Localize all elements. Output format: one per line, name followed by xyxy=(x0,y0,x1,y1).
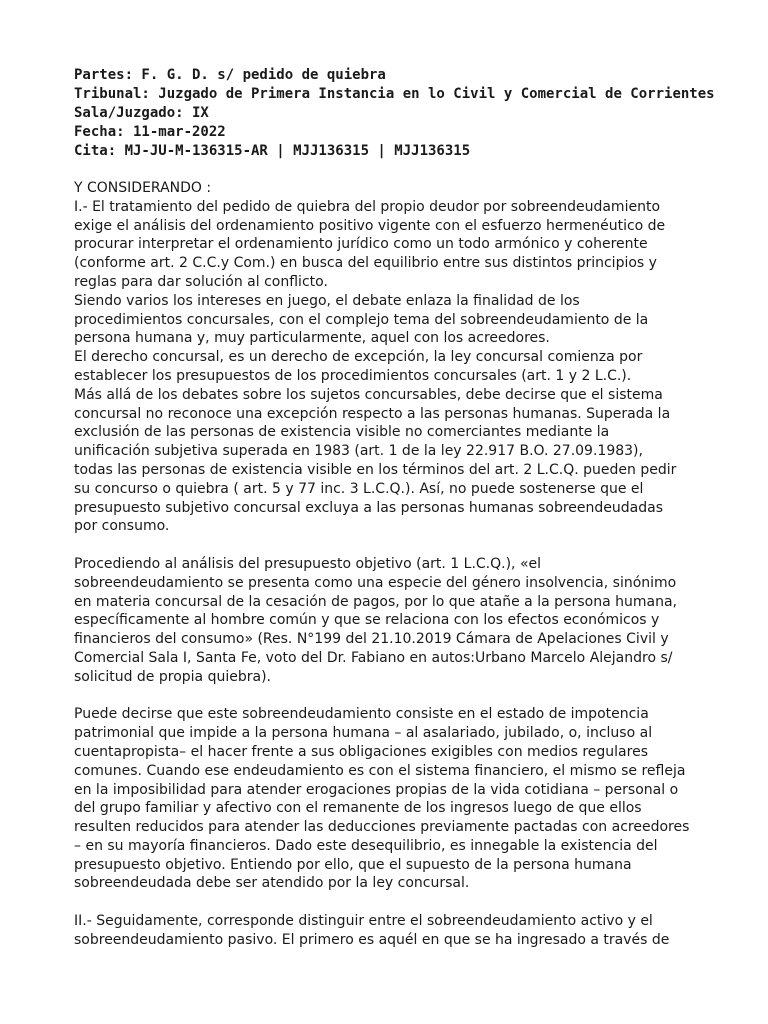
document-page xyxy=(74,66,715,950)
text-line: Siendo varios los intereses en juego, el debate enlaza la finalidad de los xyxy=(74,292,580,309)
text-line: resulten reducidos para atender las deducciones previamente pactadas con acreedores xyxy=(74,819,690,836)
text-line: del grupo familiar y afectivo con el remanente de los ingresos luego de que ellos xyxy=(74,800,642,817)
text-line: sobreendeudamiento se presenta como una especie del género insolvencia, sinónimo xyxy=(74,574,677,591)
text-line: sobreendeudada debe ser atendido por la ley concursal. xyxy=(74,875,470,892)
text-line: por consumo. xyxy=(74,518,170,535)
paragraph-presupuesto-objetivo xyxy=(74,555,694,687)
text-line: unificación subjetiva superada en 1983 (art. 1 de la ley 22.917 B.O. 27.09.1983), xyxy=(74,443,643,460)
paragraph-section-ii xyxy=(74,912,694,950)
text-line: Puede decirse que este sobreendeudamiento consiste en el estado de impotencia xyxy=(74,706,649,723)
text-line: exclusión de las personas de existencia visible no comerciantes mediante la xyxy=(74,424,610,441)
case-date: Fecha: 11-mar-2022 xyxy=(74,124,226,140)
text-line: en la imposibilidad para atender erogaciones propias de la vida cotidiana – personal o xyxy=(74,781,679,798)
text-line: específicamente al hombre común y que se relaciona con los efectos económicos y xyxy=(74,612,660,629)
text-line: procedimientos concursales, con el complejo tema del sobreendeudamiento de la xyxy=(74,311,649,328)
text-line: exige el análisis del ordenamiento positivo vigente con el esfuerzo hermenéutico de xyxy=(74,217,666,234)
case-citation: Cita: MJ-JU-M-136315-AR | MJJ136315 | MJJ136315 xyxy=(74,143,471,159)
text-line: Comercial Sala I, Santa Fe, voto del Dr. Fabiano en autos:Urbano Marcelo Alejandro s/ xyxy=(74,649,673,666)
text-line: financieros del consumo» (Res. N°199 del 21.10.2019 Cámara de Apelaciones Civil y xyxy=(74,631,669,648)
text-line: comunes. Cuando ese endeudamiento es con el sistema financiero, el mismo se refleja xyxy=(74,762,686,779)
text-line: sobreendeudamiento pasivo. El primero es aquél en que se ha ingresado a través de xyxy=(74,931,670,948)
text-line: persona humana y, muy particularmente, aquel con los acreedores. xyxy=(74,330,550,347)
paragraph-spacer xyxy=(74,687,694,706)
case-metadata xyxy=(74,66,715,161)
text-line: establecer los presupuestos de los procedimientos concursales (art. 1 y 2 L.C.). xyxy=(74,367,632,384)
paragraph-sobreendeudamiento xyxy=(74,705,694,893)
case-court: Tribunal: Juzgado de Primera Instancia en lo Civil y Comercial de Corrientes xyxy=(74,86,715,102)
text-line: en materia concursal de la cesación de pagos, por lo que atañe a la persona humana, xyxy=(74,593,677,610)
case-chamber: Sala/Juzgado: IX xyxy=(74,105,209,121)
text-line: reglas para dar solución al conflicto. xyxy=(74,273,328,290)
text-line: presupuesto objetivo. Entiendo por ello, que el supuesto de la persona humana xyxy=(74,856,632,873)
text-line: todas las personas de existencia visible en los términos del art. 2 L.C.Q. pueden pedir xyxy=(74,461,677,478)
text-line: presupuesto subjetivo concursal excluya a las personas humanas sobreendeudadas xyxy=(74,499,663,516)
text-line: su concurso o quiebra ( art. 5 y 77 inc. 3 L.C.Q.). Así, no puede sostenerse que el xyxy=(74,480,644,497)
paragraph-considerando xyxy=(74,179,694,536)
text-line: I.- El tratamiento del pedido de quiebra del propio deudor por sobreendeudamiento xyxy=(74,198,661,215)
text-line: cuentapropista– el hacer frente a sus obligaciones exigibles con medios regulares xyxy=(74,743,648,760)
case-parties: Partes: F. G. D. s/ pedido de quiebra xyxy=(74,67,386,83)
text-line: procurar interpretar el ordenamiento jurídico como un todo armónico y coherente xyxy=(74,236,648,253)
text-line: concursal no reconoce una excepción respecto a las personas humanas. Superada la xyxy=(74,405,671,422)
text-line: patrimonial que impide a la persona humana – al asalariado, jubilado, o, incluso al xyxy=(74,725,653,742)
text-line: El derecho concursal, es un derecho de excepción, la ley concursal comienza por xyxy=(74,349,643,366)
text-line: solicitud de propia quiebra). xyxy=(74,668,271,685)
paragraph-spacer xyxy=(74,893,694,912)
paragraph-spacer xyxy=(74,536,694,555)
text-line: Y CONSIDERANDO : xyxy=(74,180,212,196)
text-line: II.- Seguidamente, corresponde distinguir entre el sobreendeudamiento activo y el xyxy=(74,913,653,930)
text-line: Procediendo al análisis del presupuesto objetivo (art. 1 L.C.Q.), «el xyxy=(74,555,542,572)
text-line: – en su mayoría financieros. Dado este desequilibrio, es innegable la existencia del xyxy=(74,837,658,854)
text-line: (conforme art. 2 C.C.y Com.) en busca del equilibrio entre sus distintos principios y xyxy=(74,255,657,272)
text-line: Más allá de los debates sobre los sujetos concursables, debe decirse que el sistema xyxy=(74,386,663,403)
